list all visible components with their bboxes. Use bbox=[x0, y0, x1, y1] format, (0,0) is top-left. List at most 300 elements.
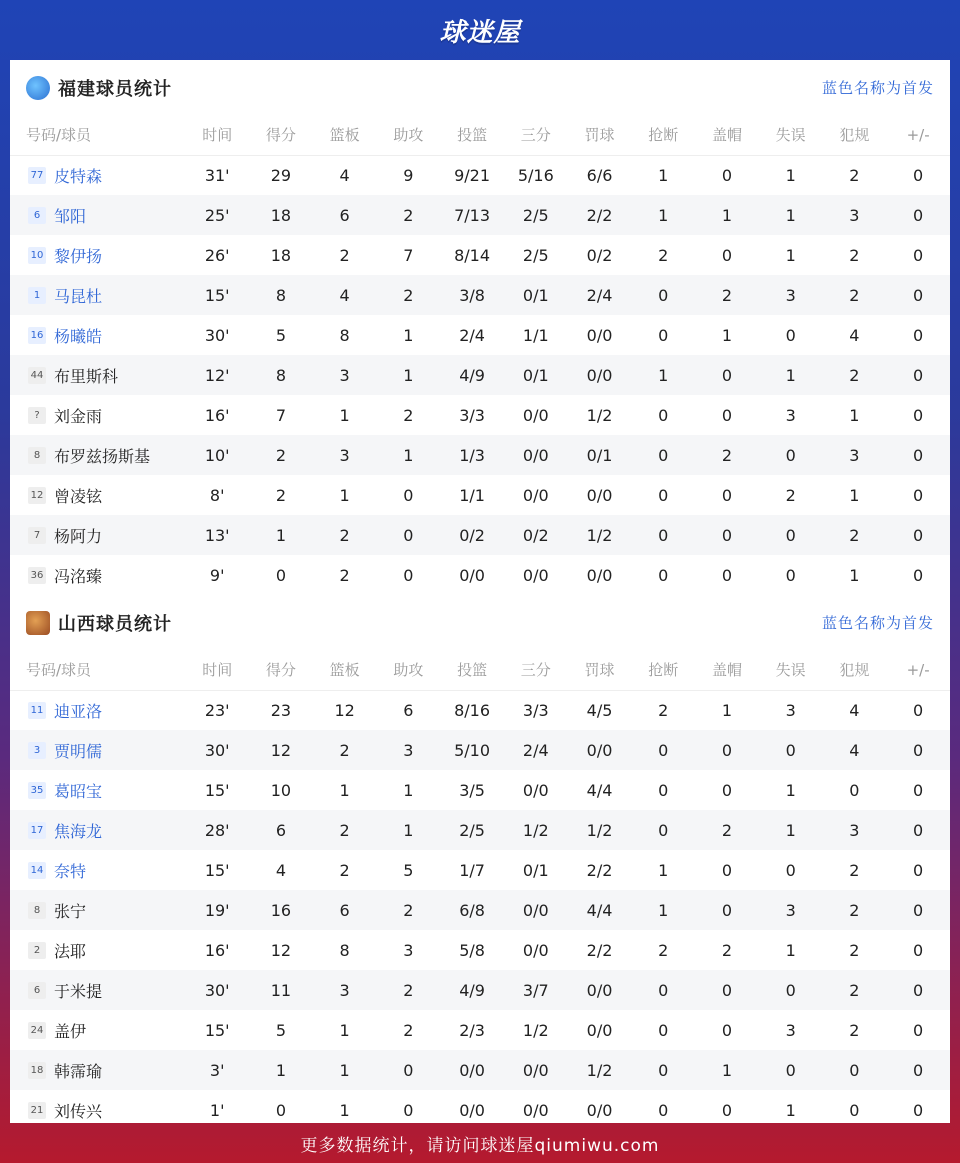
stat-cell: 1 bbox=[631, 195, 695, 235]
stat-cell: 2 bbox=[823, 355, 887, 395]
column-header: 号码/球员 bbox=[10, 115, 185, 155]
stat-cell: 0/2 bbox=[440, 515, 504, 555]
player-name-link[interactable]: 刘传兴 bbox=[54, 1101, 103, 1121]
stat-cell: 0 bbox=[913, 565, 924, 585]
stat-cell: 5 bbox=[275, 1020, 287, 1040]
stat-cell: 16' bbox=[204, 405, 230, 425]
stat-cell: 2 bbox=[339, 245, 350, 265]
player-name-link[interactable]: 法耶 bbox=[54, 941, 87, 961]
stat-cell: 1 bbox=[849, 485, 860, 505]
stat-cell: 8 bbox=[249, 355, 313, 395]
stat-cell: 0/0 bbox=[586, 565, 613, 585]
stat-cell: 2 bbox=[249, 435, 313, 475]
column-header: +/- bbox=[886, 115, 950, 155]
stat-cell: 1 bbox=[759, 355, 823, 395]
jersey-number: 77 bbox=[28, 167, 46, 184]
player-cell bbox=[10, 435, 185, 475]
stat-cell: 1 bbox=[339, 780, 350, 800]
table-row bbox=[10, 275, 950, 315]
stat-cell: 1/3 bbox=[440, 435, 504, 475]
stat-cell: 2/4 bbox=[504, 730, 568, 770]
stat-cell: 2 bbox=[377, 275, 441, 315]
stat-cell: 23' bbox=[204, 700, 230, 720]
stat-cell: 30' bbox=[204, 325, 230, 345]
player-name-link[interactable]: 迪亚洛 bbox=[54, 701, 103, 721]
stat-cell: 0 bbox=[913, 165, 924, 185]
stat-cell: 3 bbox=[313, 355, 377, 395]
stat-cell: 0 bbox=[913, 700, 924, 720]
player-cell bbox=[10, 475, 185, 515]
table-row bbox=[10, 890, 950, 930]
column-header: 失误 bbox=[759, 115, 823, 155]
stat-cell: 0/0 bbox=[586, 485, 613, 505]
stat-cell: 8/14 bbox=[454, 245, 491, 265]
stat-cell: 1/2 bbox=[568, 810, 632, 850]
stat-cell: 0 bbox=[658, 405, 669, 425]
stat-cell: 2 bbox=[849, 940, 860, 960]
stat-cell: 19' bbox=[185, 890, 249, 930]
table-row bbox=[10, 970, 950, 1010]
stat-cell: 0 bbox=[631, 810, 695, 850]
player-cell bbox=[10, 155, 185, 195]
stat-cell: 0 bbox=[721, 405, 733, 425]
stat-cell: 8 bbox=[339, 940, 350, 960]
player-name-link[interactable]: 刘金雨 bbox=[54, 406, 103, 426]
stat-cell: 12 bbox=[270, 940, 292, 960]
table-row bbox=[10, 235, 950, 275]
stat-cell: 4/4 bbox=[568, 890, 632, 930]
stat-cell: 2/2 bbox=[568, 195, 632, 235]
stat-cell: 31' bbox=[204, 165, 230, 185]
stat-cell: 2 bbox=[823, 515, 887, 555]
player-name-link[interactable]: 葛昭宝 bbox=[54, 781, 103, 801]
stat-cell: 2 bbox=[339, 860, 350, 880]
stat-cell: 0 bbox=[275, 1100, 287, 1120]
player-name-link[interactable]: 曾凌铉 bbox=[54, 486, 103, 506]
stat-cell: 2 bbox=[313, 515, 377, 555]
player-cell bbox=[10, 395, 185, 435]
jersey-number: 12 bbox=[28, 487, 46, 504]
stat-cell: 0 bbox=[695, 890, 759, 930]
column-header: 罚球 bbox=[568, 115, 632, 155]
stat-cell: 0 bbox=[759, 515, 823, 555]
stat-cell: 0 bbox=[913, 1020, 924, 1040]
stat-cell: 0/0 bbox=[504, 435, 568, 475]
stat-cell: 0/0 bbox=[522, 565, 549, 585]
stat-cell: 0 bbox=[721, 1100, 733, 1120]
stat-cell: 1 bbox=[377, 435, 441, 475]
player-name-link[interactable]: 奈特 bbox=[54, 861, 87, 881]
stat-cell: 1/2 bbox=[568, 515, 632, 555]
stat-cell: 1/2 bbox=[586, 405, 613, 425]
stat-cell: 2 bbox=[849, 245, 860, 265]
jersey-number: 14 bbox=[28, 862, 46, 879]
stat-cell: 0 bbox=[721, 565, 733, 585]
stat-cell: 8/16 bbox=[454, 700, 491, 720]
stat-cell: 1 bbox=[658, 860, 669, 880]
stat-cell: 2 bbox=[849, 860, 860, 880]
stat-cell: 3 bbox=[759, 275, 823, 315]
stat-cell: 0/0 bbox=[522, 940, 549, 960]
stat-cell: 1 bbox=[339, 1100, 350, 1120]
stat-cell: 7 bbox=[403, 245, 414, 265]
stat-cell: 0 bbox=[785, 565, 796, 585]
table-row bbox=[10, 770, 950, 810]
stat-cell: 0 bbox=[695, 730, 759, 770]
stat-cell: 0 bbox=[631, 435, 695, 475]
stat-cell: 3 bbox=[313, 435, 377, 475]
section-header bbox=[10, 595, 950, 650]
stat-cell: 0 bbox=[785, 325, 796, 345]
stat-cell: 26' bbox=[204, 245, 230, 265]
player-name-link[interactable]: 马昆杜 bbox=[54, 286, 103, 306]
column-header: 时间 bbox=[185, 650, 249, 690]
stat-cell: 1 bbox=[631, 890, 695, 930]
stat-cell: 1/1 bbox=[522, 325, 549, 345]
stat-cell: 16 bbox=[249, 890, 313, 930]
column-header: 失误 bbox=[759, 650, 823, 690]
stat-cell: 0/2 bbox=[586, 245, 613, 265]
player-name-link[interactable]: 韩霈瑜 bbox=[54, 1061, 103, 1081]
stat-cell: 0/2 bbox=[504, 515, 568, 555]
stat-cell: 10' bbox=[185, 435, 249, 475]
stat-cell: 1 bbox=[759, 195, 823, 235]
column-header: 时间 bbox=[185, 115, 249, 155]
player-name-link[interactable]: 黎伊扬 bbox=[54, 246, 103, 266]
stat-cell: 3 bbox=[785, 1020, 796, 1040]
stat-cell: 0 bbox=[403, 1100, 414, 1120]
stat-cell: 3 bbox=[785, 405, 796, 425]
stat-cell: 0 bbox=[631, 515, 695, 555]
player-name-link[interactable]: 布罗兹扬斯基 bbox=[54, 446, 151, 466]
stat-cell: 15' bbox=[204, 780, 230, 800]
team-sections bbox=[10, 60, 950, 1130]
stat-cell: 0 bbox=[377, 515, 441, 555]
stat-cell: 0 bbox=[886, 890, 950, 930]
stat-cell: 15' bbox=[185, 275, 249, 315]
stat-cell: 10 bbox=[270, 780, 292, 800]
stat-cell: 0/0 bbox=[459, 565, 485, 585]
stat-cell: 0 bbox=[721, 780, 733, 800]
stat-cell: 0/0 bbox=[586, 325, 613, 345]
stat-cell: 3/3 bbox=[522, 700, 549, 720]
stat-cell: 2 bbox=[849, 165, 860, 185]
stat-cell: 2/2 bbox=[586, 860, 613, 880]
jersey-number: 8 bbox=[28, 902, 46, 919]
player-name-link[interactable]: 盖伊 bbox=[54, 1021, 87, 1041]
stat-cell: 0/0 bbox=[568, 970, 632, 1010]
table-row bbox=[10, 1010, 950, 1050]
stat-cell: 1/2 bbox=[504, 810, 568, 850]
stat-cell: 2 bbox=[695, 275, 759, 315]
stat-cell: 8' bbox=[209, 485, 225, 505]
team-section bbox=[10, 60, 950, 595]
site-logo[interactable]: 球迷屋 bbox=[439, 17, 521, 48]
stat-cell: 0 bbox=[377, 1050, 441, 1090]
player-name-link[interactable]: 杨曦皓 bbox=[54, 326, 103, 346]
stat-cell: 1 bbox=[658, 165, 669, 185]
footer-bar bbox=[0, 1123, 960, 1163]
stat-cell: 15' bbox=[204, 1020, 230, 1040]
top-bar bbox=[0, 0, 960, 60]
stat-cell: 0 bbox=[913, 485, 924, 505]
table-row bbox=[10, 515, 950, 555]
player-cell bbox=[10, 730, 185, 770]
stat-cell: 1 bbox=[695, 195, 759, 235]
stat-cell: 23 bbox=[270, 700, 292, 720]
stat-cell: 0/0 bbox=[504, 890, 568, 930]
stat-cell: 2/4 bbox=[459, 325, 485, 345]
stat-cell: 4 bbox=[275, 860, 287, 880]
column-header: 三分 bbox=[504, 650, 568, 690]
stat-cell: 3 bbox=[823, 435, 887, 475]
stat-cell: 7/13 bbox=[440, 195, 504, 235]
table-row bbox=[10, 355, 950, 395]
stat-cell: 1/2 bbox=[522, 1020, 549, 1040]
jersey-number: ? bbox=[28, 407, 46, 424]
player-name-link[interactable]: 布里斯科 bbox=[54, 366, 119, 386]
stat-cell: 3' bbox=[185, 1050, 249, 1090]
stat-cell: 0/0 bbox=[522, 405, 549, 425]
stat-cell: 3 bbox=[823, 195, 887, 235]
stat-cell: 0 bbox=[886, 730, 950, 770]
stat-cell: 9' bbox=[209, 565, 225, 585]
stat-cell: 0 bbox=[658, 325, 669, 345]
stat-cell: 0/0 bbox=[459, 1100, 485, 1120]
stat-cell: 0 bbox=[849, 780, 860, 800]
jersey-number: 10 bbox=[28, 247, 46, 264]
stat-cell: 3 bbox=[377, 730, 441, 770]
player-name-link[interactable]: 于米提 bbox=[54, 981, 103, 1001]
table-row bbox=[10, 475, 950, 515]
shanxi-logo-icon bbox=[26, 611, 50, 635]
stat-cell: 1/7 bbox=[459, 860, 485, 880]
stat-cell: 4/4 bbox=[586, 780, 613, 800]
footer-link[interactable]: 更多数据统计，请访问球迷屋qiumiwu.com bbox=[300, 1135, 660, 1156]
stat-cell: 0 bbox=[721, 860, 733, 880]
stat-cell: 3/8 bbox=[440, 275, 504, 315]
stat-cell: 2 bbox=[695, 435, 759, 475]
stat-cell: 0 bbox=[658, 565, 669, 585]
starter-legend-note: 蓝色名称为首发 bbox=[821, 614, 934, 632]
stat-cell: 2 bbox=[313, 810, 377, 850]
stat-cell: 2 bbox=[849, 1020, 860, 1040]
stat-cell: 0 bbox=[695, 355, 759, 395]
stat-cell: 0 bbox=[823, 1050, 887, 1090]
table-header-row bbox=[10, 650, 950, 690]
stat-cell: 3/7 bbox=[504, 970, 568, 1010]
stat-cell: 0 bbox=[658, 485, 669, 505]
stat-cell: 2 bbox=[785, 485, 796, 505]
stat-cell: 1 bbox=[377, 810, 441, 850]
stat-cell: 0/1 bbox=[504, 355, 568, 395]
stat-cell: 4 bbox=[823, 730, 887, 770]
stat-cell: 2 bbox=[377, 890, 441, 930]
player-cell bbox=[10, 275, 185, 315]
stat-cell: 2 bbox=[695, 810, 759, 850]
stat-cell: 0 bbox=[913, 405, 924, 425]
stat-cell: 18 bbox=[270, 245, 292, 265]
stat-cell: 2 bbox=[403, 1020, 414, 1040]
stat-cell: 0 bbox=[913, 1100, 924, 1120]
stat-cell: 1 bbox=[785, 780, 796, 800]
stat-cell: 28' bbox=[185, 810, 249, 850]
jersey-number: 1 bbox=[28, 287, 46, 304]
stats-card bbox=[10, 60, 950, 1123]
player-cell bbox=[10, 555, 185, 595]
jersey-number: 7 bbox=[28, 527, 46, 544]
stat-cell: 0/0 bbox=[568, 730, 632, 770]
jersey-number: 44 bbox=[28, 367, 46, 384]
stat-cell: 1 bbox=[339, 1020, 350, 1040]
section-title: 福建球员统计 bbox=[58, 78, 172, 100]
stat-cell: 6/8 bbox=[440, 890, 504, 930]
stat-cell: 0 bbox=[913, 245, 924, 265]
player-stats-table bbox=[10, 650, 950, 1130]
section-title-group bbox=[26, 75, 172, 101]
stat-cell: 0/0 bbox=[440, 1050, 504, 1090]
table-row bbox=[10, 555, 950, 595]
jersey-number: 24 bbox=[28, 1022, 46, 1039]
table-row bbox=[10, 195, 950, 235]
player-cell bbox=[10, 890, 185, 930]
jersey-number: 35 bbox=[28, 782, 46, 799]
player-name-link[interactable]: 张宁 bbox=[54, 901, 87, 921]
stat-cell: 0 bbox=[759, 1050, 823, 1090]
stat-cell: 25' bbox=[185, 195, 249, 235]
team-section bbox=[10, 595, 950, 1130]
stat-cell: 9 bbox=[403, 165, 414, 185]
player-name-link[interactable]: 贾明儒 bbox=[54, 741, 103, 761]
stat-cell: 0/0 bbox=[522, 485, 549, 505]
column-header: 盖帽 bbox=[695, 650, 759, 690]
stat-cell: 1 bbox=[785, 245, 796, 265]
jersey-number: 36 bbox=[28, 567, 46, 584]
stat-cell: 4/9 bbox=[440, 355, 504, 395]
player-name-link[interactable]: 邹阳 bbox=[54, 206, 87, 226]
column-header: 篮板 bbox=[313, 650, 377, 690]
stat-cell: 15' bbox=[204, 860, 230, 880]
player-stats-table bbox=[10, 115, 950, 595]
stat-cell: 0 bbox=[913, 940, 924, 960]
stat-cell: 4 bbox=[849, 700, 860, 720]
stat-cell: 2 bbox=[658, 940, 669, 960]
stat-cell: 6 bbox=[403, 700, 414, 720]
stat-cell: 2/2 bbox=[586, 940, 613, 960]
jersey-number: 18 bbox=[28, 1062, 46, 1079]
player-cell bbox=[10, 195, 185, 235]
player-name-link[interactable]: 焦海龙 bbox=[54, 821, 103, 841]
table-row bbox=[10, 395, 950, 435]
jersey-number: 6 bbox=[28, 982, 46, 999]
stat-cell: 0/0 bbox=[504, 1050, 568, 1090]
stat-cell: 0 bbox=[886, 970, 950, 1010]
table-row bbox=[10, 435, 950, 475]
column-header: +/- bbox=[886, 650, 950, 690]
player-cell bbox=[10, 810, 185, 850]
jersey-number: 17 bbox=[28, 822, 46, 839]
stat-cell: 3 bbox=[823, 810, 887, 850]
stat-cell: 0 bbox=[721, 1020, 733, 1040]
stat-cell: 1 bbox=[339, 405, 350, 425]
stat-cell: 0 bbox=[886, 355, 950, 395]
stat-cell: 5/16 bbox=[517, 165, 554, 185]
stat-cell: 1 bbox=[849, 405, 860, 425]
stat-cell: 6 bbox=[313, 195, 377, 235]
stat-cell: 2 bbox=[823, 275, 887, 315]
column-header: 助攻 bbox=[377, 115, 441, 155]
stat-cell: 0/1 bbox=[504, 275, 568, 315]
stat-cell: 1/1 bbox=[459, 485, 485, 505]
stat-cell: 29 bbox=[270, 165, 292, 185]
jersey-number: 2 bbox=[28, 942, 46, 959]
stat-cell: 0/0 bbox=[522, 1100, 549, 1120]
stat-cell: 0 bbox=[631, 275, 695, 315]
jersey-number: 21 bbox=[28, 1102, 46, 1119]
stat-cell: 0 bbox=[403, 565, 414, 585]
table-row bbox=[10, 1050, 950, 1090]
player-cell bbox=[10, 515, 185, 555]
stat-cell: 2/5 bbox=[504, 195, 568, 235]
stat-cell: 0 bbox=[759, 730, 823, 770]
stat-cell: 0 bbox=[631, 970, 695, 1010]
stat-cell: 7 bbox=[275, 405, 287, 425]
stat-cell: 4/5 bbox=[586, 700, 613, 720]
stat-cell: 1 bbox=[313, 1050, 377, 1090]
stat-cell: 2 bbox=[658, 245, 669, 265]
stat-cell: 0 bbox=[759, 435, 823, 475]
table-row bbox=[10, 850, 950, 890]
jersey-number: 3 bbox=[28, 742, 46, 759]
section-title-group bbox=[26, 610, 172, 636]
stat-cell: 2 bbox=[721, 940, 733, 960]
table-row bbox=[10, 690, 950, 730]
column-header: 得分 bbox=[249, 650, 313, 690]
stat-cell: 5 bbox=[403, 860, 414, 880]
jersey-number: 8 bbox=[28, 447, 46, 464]
stat-cell: 2/5 bbox=[440, 810, 504, 850]
column-header: 抢断 bbox=[631, 115, 695, 155]
jersey-number: 16 bbox=[28, 327, 46, 344]
table-row bbox=[10, 930, 950, 970]
stat-cell: 0/0 bbox=[586, 1100, 613, 1120]
player-cell bbox=[10, 355, 185, 395]
stat-cell: 3 bbox=[759, 890, 823, 930]
stat-cell: 4 bbox=[849, 325, 860, 345]
player-cell bbox=[10, 315, 185, 355]
player-name-link[interactable]: 冯洺臻 bbox=[54, 566, 103, 586]
column-header: 罚球 bbox=[568, 650, 632, 690]
player-name-link[interactable]: 皮特森 bbox=[54, 166, 103, 186]
fujian-logo-icon bbox=[26, 76, 50, 100]
stat-cell: 2/3 bbox=[459, 1020, 485, 1040]
stat-cell: 30' bbox=[185, 730, 249, 770]
stat-cell: 5/10 bbox=[440, 730, 504, 770]
stat-cell: 30' bbox=[185, 970, 249, 1010]
stat-cell: 0 bbox=[886, 515, 950, 555]
stat-cell: 4/9 bbox=[440, 970, 504, 1010]
player-name-link[interactable]: 杨阿力 bbox=[54, 526, 103, 546]
stat-cell: 0 bbox=[913, 860, 924, 880]
stat-cell: 6 bbox=[313, 890, 377, 930]
stat-cell: 0 bbox=[658, 1100, 669, 1120]
stat-cell: 0 bbox=[695, 970, 759, 1010]
stat-cell: 12' bbox=[185, 355, 249, 395]
stat-cell: 0 bbox=[886, 1050, 950, 1090]
table-row bbox=[10, 730, 950, 770]
stat-cell: 1' bbox=[209, 1100, 225, 1120]
stat-cell: 1 bbox=[759, 810, 823, 850]
